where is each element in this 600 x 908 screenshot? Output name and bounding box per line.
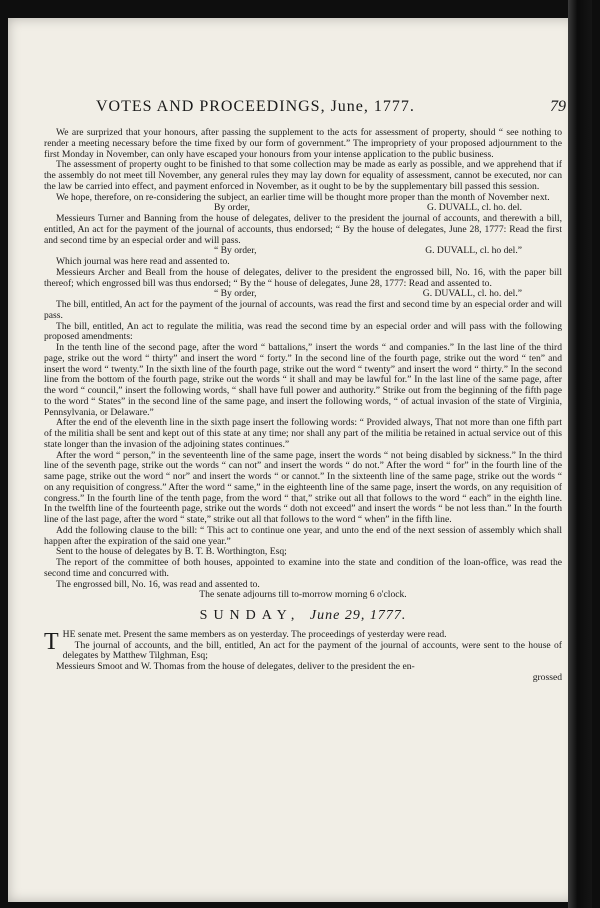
paragraph: Add the following clause to the bill: “ This act to continue one year, and unto the end of the next session of assembly which shall happen after the expiration of the said one year.” bbox=[44, 524, 562, 547]
paragraph: Sent to the house of delegates by B. T. B. Worthington, Esq; bbox=[56, 546, 287, 558]
book-gutter bbox=[568, 0, 592, 908]
running-header bbox=[96, 98, 566, 116]
paragraph: Messieurs Smoot and W. Thomas from the house of delegates, deliver to the president the en- bbox=[56, 661, 415, 672]
page-number: 79 bbox=[550, 98, 566, 115]
drop-cap: T bbox=[44, 628, 59, 655]
paragraph: Which journal was here read and assented to. bbox=[56, 256, 230, 267]
paragraph: Messieurs Archer and Beall from the house of delegates, deliver to the president the engrossed bill, No. 16, with the paper bill thereof; which engrossed bill was thus endorsed; “ By the “ house of delegates, June 28, 1777: Read and assented to. bbox=[44, 266, 562, 289]
paragraph: The engrossed bill, No. 16, was read and assented to. bbox=[56, 578, 260, 590]
paragraph: After the word “ person,” in the seventeenth line of the same page, insert the words “ not being disabled by sickness.” In the third line of the seventh page, strike out the words “ can not” and insert the words “ do not.” After the word “ for” in the fourth line of the same page, strike out the word “ nor” and insert the words “ or cannot.” In the sixteenth line of the same page, strike out the words “ on any requisition of congress.” After the word “ same,” in the eighteenth line of the same page, insert the words, on any requisition of congress.” In the fourth line of the tenth page, from the word “ that,” strike out all that follows to the word “ each” in the eighth line. In the twelfth line of the fourteenth page, strike out the words “ doth not exceed” and insert the words “ be not less than.” In the fourth line of the last page, after the word “ state,” strike out all that follows to the word “ when” in the fifth line. bbox=[44, 449, 562, 525]
signature-line: “ By order, G. DUVALL, cl. ho. del.” bbox=[214, 288, 522, 300]
adjournment-line: The senate adjourns till to-morrow morning 6 o'clock. bbox=[199, 589, 407, 601]
signature-line: By order, G. DUVALL, cl. ho. del. bbox=[214, 202, 522, 214]
day-heading: SUNDAY, June 29, 1777. bbox=[199, 608, 407, 623]
paragraph: In the tenth line of the second page, after the word “ battalions,” insert the words “ and companies.” In the last line of the third page, strike out the word “ thirty” and insert the word “ forty.” In the second line of the fourth page, strike out the word “ ten” and insert the word “ twenty.” In the sixth line of the fourth page, strike out the word “ twenty” and insert the word “ thirty.” In the second line from the bottom of the fourth page, strike out the words “ it shall and may be lawful for.” In the last line of the same page, after the word “ council,” insert the following words, “ shall have full power and authority.” Strike out from the beginning of the fifth page to the word “ States” in the second line of the same page, and insert the following words, “ of actual invasion of the state of Virginia, Pennsylvania, or Delaware.” bbox=[44, 342, 562, 418]
paragraph: The assessment of property ought to be finished to that some collection may be made as early as possible, and we apprehend that if the assembly do not meet till November, any general rules they may lay down for equality of assessment, cannot be executed, nor can the law be carried into effect, and payment enforced in November, as it ought to be by the supplementary bill passed this session. bbox=[44, 159, 562, 192]
paragraph: T HE senate met. Present the same members as on yesterday. The proceedings of yesterday were read. bbox=[44, 628, 447, 655]
signature-line: “ By order, G. DUVALL, cl. ho del.” bbox=[214, 245, 522, 257]
paragraph: The bill, entitled, An act for the payment of the journal of accounts, was read the first and second time by an especial order and will pass. bbox=[44, 299, 562, 321]
paragraph: We hope, therefore, on re-considering the subject, an earlier time will be thought more proper than the month of November next. bbox=[56, 191, 550, 203]
page-body bbox=[44, 128, 562, 684]
paragraph: After the end of the eleventh line in the sixth page insert the following words: “ Provided always, That not more than one fifth part of the militia shall be sent and kept out of this state at any time; nor shall any part of the militia be retained in actual service out of this state longer than the invasion of the adjoining states continues.” bbox=[44, 417, 562, 450]
paragraph: Messieurs Turner and Banning from the house of delegates, deliver to the president the journal of accounts, and therewith a bill, entitled, An act for the payment of the journal of accounts, thus endorsed; “ By the house of delegates, June 28, 1777: Read the first and second time by an especial order and will pass. bbox=[44, 213, 562, 246]
catchword: grossed bbox=[532, 671, 562, 683]
header-title: VOTES AND PROCEEDINGS, June, 1777. bbox=[96, 98, 415, 115]
paragraph: The journal of accounts, and the bill, entitled, An act for the payment of the journal of accounts, were sent to the house of delegates by Matthew Tilghman, Esq; bbox=[62, 639, 562, 662]
paragraph: The report of the committee of both houses, appointed to examine into the state and condition of the loan-office, was read the second time and concurred with. bbox=[44, 557, 562, 579]
paragraph: The bill, entitled, An act to regulate the militia, was read the second time by an especial order and will pass with the following proposed amendments: bbox=[44, 320, 562, 343]
paragraph: We are surprized that your honours, after passing the supplement to the acts for assessment of property, should “ see nothing to render a meeting necessary before the time fixed by our form of government.” The impropriety of your proposed adjournment to the first Monday in November, can only have escaped your honours from your intense application to the public business. bbox=[44, 127, 562, 160]
